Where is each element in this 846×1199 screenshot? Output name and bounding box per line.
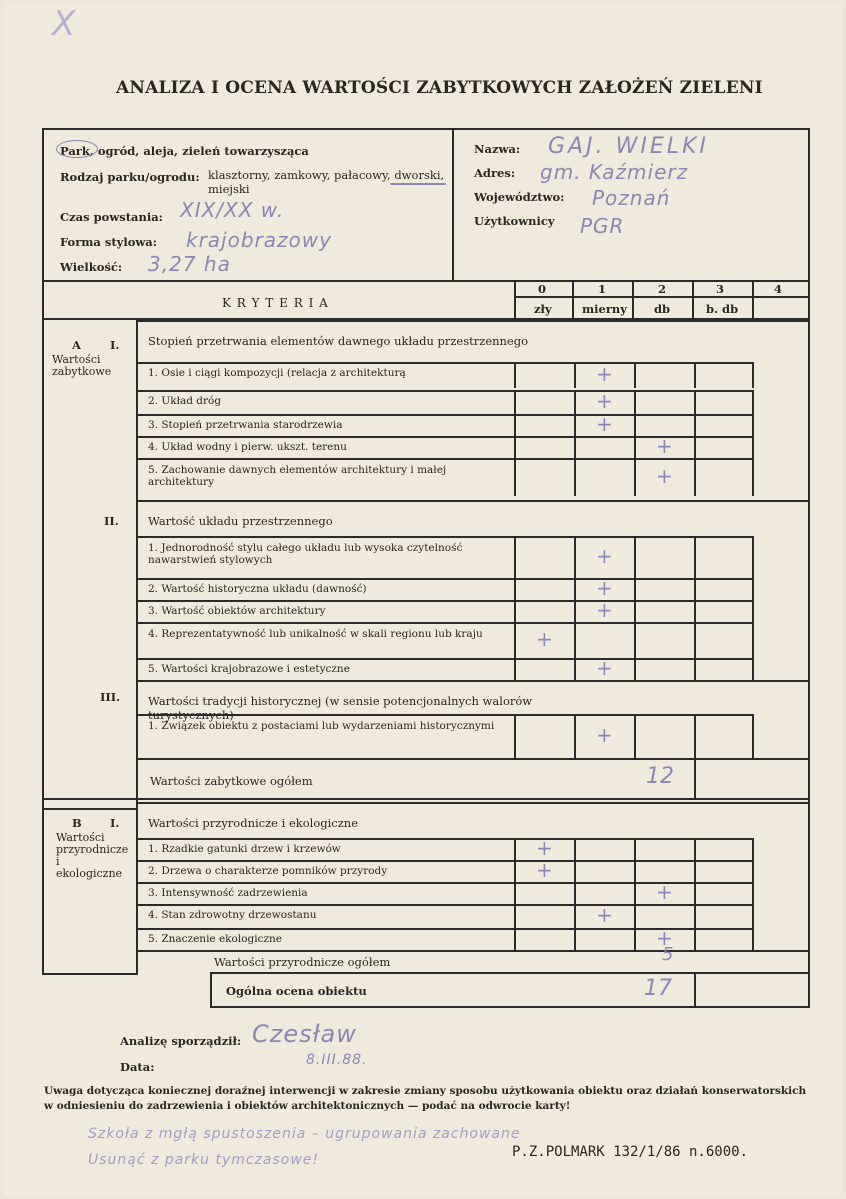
score-cell-border [694,578,696,600]
score-cell-border [752,838,754,860]
row-top-line [136,458,752,460]
score-cell-border [514,860,516,882]
uzytkownicy-value: PGR [580,214,625,238]
score-cell-border [694,436,696,458]
col-2-name: db [654,302,671,316]
score-cell-border [514,882,516,904]
criterion-text: 2. Układ dróg [148,395,222,407]
corner-scribble: X [52,4,77,44]
score-cell-border [574,436,576,458]
criterion-text: 5. Wartości krajobrazowe i estetyczne [148,663,350,675]
score-cell-border [694,904,696,928]
nazwa-label: Nazwa: [474,142,521,156]
info-bottom [42,280,810,282]
score-cell-border [752,860,754,882]
score-cell-border [634,928,636,950]
criterion-text: 5. Znaczenie ekologiczne [148,933,283,945]
data-value: 8.III.88. [306,1052,368,1068]
score-cell-border [574,390,576,414]
form-title: ANALIZA I OCENA WARTOŚCI ZABYTKOWYCH ZAŁOŻEŃ ZIELENI [116,78,763,98]
score-cell-border [574,362,576,388]
overall-left-line [210,972,212,1008]
col-line-a [514,280,516,320]
score-cell-border [694,882,696,904]
score-cell-border [694,600,696,622]
score-cell-border [694,362,696,388]
criterion-text: 2. Drzewa o charakterze pomników przyrody [148,865,388,877]
score-mark: + [656,464,673,488]
a-total-value: 12 [646,764,674,789]
score-cell-border [752,414,754,436]
score-cell-border [574,928,576,950]
col-line-b [572,280,574,320]
category-divider [136,318,138,974]
group-top-line [136,320,810,322]
a-total-bottom [42,798,810,800]
criterion-text: 1. Jednorodność stylu całego układu lub wysoka czytelność nawarstwień stylowych [148,542,463,566]
score-mark: + [536,858,553,882]
criterion-text: 4. Stan zdrowotny drzewostanu [148,909,317,921]
forma-value: krajobrazowy [186,228,332,252]
section-a-roman-2: II. [104,514,119,528]
score-cell-border [752,536,754,578]
data-label: Data: [120,1060,155,1074]
score-mark: + [596,598,613,622]
score-cell-border [752,578,754,600]
info-divider [452,128,454,280]
frame-left [42,128,44,973]
score-cell-border [694,714,696,758]
col-1-num: 1 [598,282,607,296]
score-cell-border [752,362,754,388]
score-cell-border [634,622,636,658]
analiza-label: Analizę sporządził: [120,1034,242,1048]
section-b-roman: I. [110,816,120,830]
group-top-line [136,680,810,682]
score-cell-border [634,458,636,496]
col-line-d [692,280,694,320]
adres-value: gm. Kaźmierz [540,160,689,184]
row-top-line [136,578,752,580]
uzytkownicy-label: Użytkownicy [474,214,555,228]
score-cell-border [752,622,754,658]
wielkosc-label: Wielkość: [60,260,123,274]
score-cell-border [752,458,754,496]
a-total-label: Wartości zabytkowe ogółem [150,774,313,788]
score-cell-border [634,600,636,622]
row-top-line [136,860,752,862]
score-cell-border [752,600,754,622]
hand-note-2: Usunąć z parku tymczasowe! [88,1152,320,1168]
czas-label: Czas powstania: [60,210,163,224]
score-cell-border [634,414,636,436]
row-top-line [136,536,752,538]
row-top-line [136,362,752,364]
score-cell-border [634,838,636,860]
score-cell-border [514,362,516,388]
col-4-num: 4 [774,282,783,296]
row-top-line [136,714,752,716]
score-cell-border [514,904,516,928]
rodzaj-label: Rodzaj parku/ogrodu: [60,170,200,184]
score-cell-border [634,436,636,458]
overall-value-line [694,972,696,1008]
score-cell-border [694,414,696,436]
overall-top-line [210,972,810,974]
score-cell-border [514,536,516,578]
score-mark: + [596,576,613,600]
col-line-e [752,280,754,320]
section-a-name: Wartości zabytkowe [52,353,112,378]
criterion-text: 3. Wartość obiektów architektury [148,605,326,617]
score-cell-border [514,436,516,458]
score-cell-border [514,458,516,496]
col-3-num: 3 [716,282,725,296]
score-cell-border [694,536,696,578]
hand-note-1: Szkoła z mgłą spustoszenia – ugrupowania zachowane [88,1126,521,1142]
score-cell-border [752,904,754,928]
criterion-text: 3. Intensywność zadrzewienia [148,887,308,899]
group-title: Stopień przetrwania elementów dawnego układu przestrzennego [148,334,529,348]
section-a-roman-3: III. [100,690,121,704]
score-cell-border [574,458,576,496]
row-top-line [136,838,752,840]
score-cell-border [514,600,516,622]
score-mark: + [596,412,613,436]
row-top-line [136,658,752,660]
printer-stamp: P.Z.POLMARK 132/1/86 n.6000. [512,1144,749,1160]
score-cell-border [574,882,576,904]
score-cell-border [634,904,636,928]
score-cell-border [514,928,516,950]
score-mark: + [536,836,553,860]
score-cell-border [752,658,754,680]
score-cell-border [514,838,516,860]
score-mark: + [596,723,613,747]
score-cell-border [694,658,696,680]
score-cell-border [752,882,754,904]
criterion-text: 4. Reprezentatywność lub unikalność w skali regionu lub kraju [148,628,483,640]
forma-label: Forma stylowa: [60,235,157,249]
b-rows-bottom [136,950,810,952]
score-cell-border [694,860,696,882]
score-cell-border [514,714,516,758]
score-cell-border [694,928,696,950]
b-total-value: 5 [662,944,674,965]
section-b-top-line [42,808,137,810]
col-line-c [632,280,634,320]
score-cell-border [752,390,754,414]
group-title: Wartość układu przestrzennego [148,514,333,528]
score-cell-border [634,658,636,680]
frame-bottom-left [42,973,138,975]
criterion-text: 1. Związek obiektu z postaciami lub wydarzeniami historycznymi [148,720,495,732]
score-cell-border [634,860,636,882]
header-mid-line [514,296,810,298]
dworski-underline [390,183,446,185]
group-top-line [136,802,810,804]
score-cell-border [514,414,516,436]
criterion-text: 5. Zachowanie dawnych elementów architektury i małej architektury [148,464,447,488]
criterion-text: 2. Wartość historyczna układu (dawność) [148,583,367,595]
criterion-text: 3. Stopień przetrwania starodrzewia [148,419,343,431]
section-b-name: Wartości przyrodnicze i ekologiczne [56,831,129,880]
wojewodztwo-value: Poznań [592,186,671,210]
col-0-name: zły [534,302,552,316]
score-cell-border [514,578,516,600]
wojewodztwo-label: Województwo: [474,190,565,204]
row-top-line [136,414,752,416]
note-line-2: w odniesieniu do zadrzewienia i obiektów architektonicznych — podać na odwrocie karty! [44,1100,571,1112]
score-cell-border [694,458,696,496]
score-cell-border [634,882,636,904]
score-cell-border [634,714,636,758]
group-title: Wartości przyrodnicze i ekologiczne [148,816,359,830]
czas-value: XIX/XX w. [180,198,285,222]
score-cell-border [752,928,754,950]
score-cell-border [514,622,516,658]
col-1-name: mierny [582,302,627,316]
criterion-text: 1. Osie i ciągi kompozycji (relacja z architekturą [148,367,406,379]
score-mark: + [656,926,673,950]
analiza-signature: Czesław [252,1020,357,1048]
frame-right [808,128,810,1008]
rodzaj-options-2: miejski [208,182,250,196]
score-mark: + [596,362,613,386]
group-title: Wartości tradycji historycznej (w sensie potencjonalnych walorów [148,694,533,708]
score-cell-border [574,904,576,928]
score-cell-border [694,622,696,658]
section-a-letter: A [72,338,81,352]
note-line-1: Uwaga dotycząca koniecznej doraźnej interwencji w zakresie zmiany sposobu użytkowania obiektu oraz działań konserwatorskich [44,1085,807,1097]
col-2-num: 2 [658,282,667,296]
score-cell-border [574,838,576,860]
overall-label: Ogólna ocena obiektu [226,984,367,998]
frame-top [42,128,810,130]
row-top-line [136,904,752,906]
score-cell-border [574,714,576,758]
score-cell-border [634,536,636,578]
score-cell-border [574,658,576,680]
row-top-line [136,390,752,392]
section-a-roman-1: I. [110,338,120,352]
score-mark: + [596,903,613,927]
score-cell-border [574,536,576,578]
criterion-text: 1. Rzadkie gatunki drzew i krzewów [148,843,341,855]
score-cell-border [634,390,636,414]
score-mark: + [596,656,613,680]
score-mark: + [596,389,613,413]
col-0-num: 0 [538,282,547,296]
wielkosc-value: 3,27 ha [148,252,231,276]
row-top-line [136,600,752,602]
score-mark: + [656,434,673,458]
score-cell-border [634,362,636,388]
nazwa-value: GAJ. WIELKI [548,134,709,159]
group-top-line [136,500,810,502]
score-mark: + [596,544,613,568]
score-cell-border [694,390,696,414]
score-cell-border [752,436,754,458]
score-cell-border [514,390,516,414]
rodzaj-options-1: klasztorny, zamkowy, pałacowy, dworski, [208,168,445,182]
criterion-text: 4. Układ wodny i pierw. ukszt. terenu [148,441,347,453]
score-cell-border [574,600,576,622]
score-cell-border [634,578,636,600]
score-cell-border [752,714,754,758]
score-cell-border [574,578,576,600]
overall-bottom-line [210,1006,810,1008]
section-b-letter: B [72,816,82,830]
b-total-label: Wartości przyrodnicze ogółem [214,955,391,969]
score-cell-border [574,860,576,882]
park-circle [56,140,98,158]
score-mark: + [536,627,553,651]
score-cell-border [514,658,516,680]
score-mark: + [656,880,673,904]
type-line: Park, ogród, aleja, zieleń towarzysząca [60,144,309,158]
a-total-divider [694,758,696,798]
kryteria-header: K R Y T E R I A [222,296,329,310]
score-cell-border [694,838,696,860]
col-3-name: b. db [706,302,739,316]
a-rows-bottom [136,758,810,760]
row-top-line [136,622,752,624]
score-cell-border [574,622,576,658]
score-cell-border [574,414,576,436]
overall-value: 17 [644,976,672,1001]
adres-label: Adres: [474,166,516,180]
